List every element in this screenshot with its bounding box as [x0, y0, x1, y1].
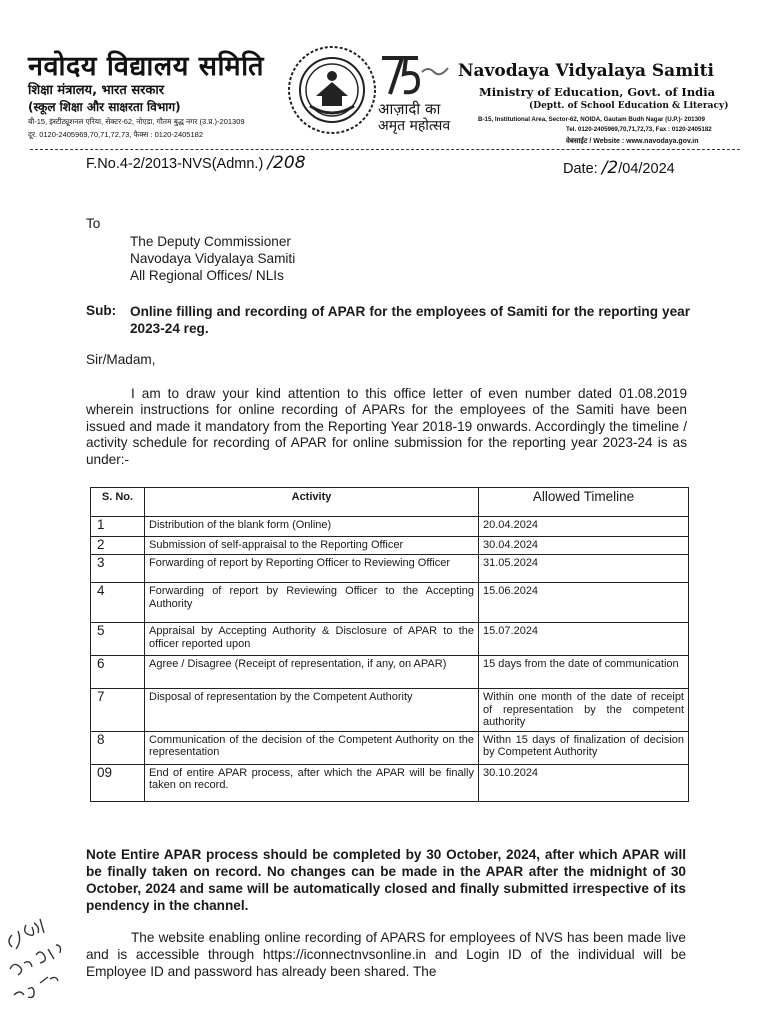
hindi-org-title: नवोदय विद्यालय समिति [28, 51, 265, 82]
nvs-emblem-icon [286, 44, 378, 136]
header-timeline: Allowed Timeline [479, 488, 689, 517]
table-row [91, 537, 689, 555]
azadi-ka-amrit-mahotsav-logo [378, 50, 458, 140]
row-sno: 3 [91, 555, 145, 583]
letter-date [563, 158, 675, 178]
azadi-line2: अमृत महोत्सव [378, 118, 451, 134]
row-sno: 4 [91, 583, 145, 623]
row-timeline: 15.06.2024 [479, 583, 689, 623]
row-sno: 09 [91, 764, 145, 801]
addressee-line2: Navodaya Vidyalaya Samiti [130, 251, 296, 266]
row-sno: 8 [91, 731, 145, 764]
table-header-row [91, 488, 689, 517]
file-number-text: F.No.4-2/2013-NVS(Admn.) [86, 156, 264, 172]
row-timeline: Within one month of the date of receipt of representation by the competent authority [479, 689, 689, 732]
subject-text: Online filling and recording of APAR for the employees of Samiti for the reporting year 2023-24 reg. [130, 304, 690, 336]
english-department: (Deptt. of School Education & Literacy) [529, 101, 729, 111]
table-row [91, 555, 689, 583]
row-activity: Agree / Disagree (Receipt of representation, if any, on APAR) [145, 656, 479, 689]
row-sno: 6 [91, 656, 145, 689]
intro-paragraph: I am to draw your kind attention to this office letter of even number dated 01.08.2019 wherein instructions for online recording of APARs for the employees of the Samiti have been issued and made it mandatory from the Reporting Year 2018-19 onwards. Accordingly the timeline / activity schedule for recording of APAR for online submission for the reporting year 2023-24 is as under:- [86, 386, 687, 467]
date-handwritten: /2 [601, 158, 619, 178]
table-row [91, 623, 689, 656]
row-activity: End of entire APAR process, after which the APAR will be finally taken on record. [145, 764, 479, 801]
date-suffix: /04/2024 [618, 161, 675, 177]
handwritten-annotation [0, 905, 80, 1020]
row-activity: Communication of the decision of the Competent Authority on the representation [145, 731, 479, 764]
row-activity: Forwarding of report by Reviewing Officer to the Accepting Authority [145, 583, 479, 623]
hindi-department: (स्कूल शिक्षा और साक्षरता विभाग) [28, 100, 181, 114]
row-activity: Forwarding of report by Reporting Officer to Reviewing Officer [145, 555, 479, 583]
row-activity: Distribution of the blank form (Online) [145, 517, 479, 537]
header-activity: Activity [145, 488, 479, 517]
english-address: B-15, Institutional Area, Sector-62, NOIDA, Gautam Budh Nagar (U.P.)- 201309 [478, 116, 705, 123]
table-row [91, 731, 689, 764]
header-sno: S. No. [91, 488, 145, 517]
row-sno: 7 [91, 689, 145, 732]
row-timeline: 31.05.2024 [479, 555, 689, 583]
date-prefix: Date: [563, 161, 598, 177]
row-timeline: Withn 15 days of finalization of decision by Competent Authority [479, 731, 689, 764]
salutation: Sir/Madam, [86, 352, 156, 367]
english-org-title: Navodaya Vidyalaya Samiti [458, 61, 714, 81]
row-timeline: 30.10.2024 [479, 764, 689, 801]
row-sno: 2 [91, 537, 145, 555]
to-label: To [86, 216, 101, 231]
row-activity: Appraisal by Accepting Authority & Disclosure of APAR to the officer reported upon [145, 623, 479, 656]
addressee-line1: The Deputy Commissioner [130, 234, 291, 249]
table-row [91, 583, 689, 623]
row-activity: Submission of self-appraisal to the Reporting Officer [145, 537, 479, 555]
hindi-address: बी-15, इंस्टीट्यूशनल एरिया, सेक्टर-62, नोएडा, गौतम बुद्ध नगर (उ.प्र.)-201309 [28, 117, 245, 126]
row-timeline: 15 days from the date of communication [479, 656, 689, 689]
row-timeline: 15.07.2024 [479, 623, 689, 656]
table-row [91, 689, 689, 732]
file-number-handwritten: /208 [267, 153, 306, 173]
table-row [91, 656, 689, 689]
english-telephone: Tel. 0120-2405969,70,71,72,73, Fax : 0120-2405182 [566, 126, 712, 133]
english-ministry: Ministry of Education, Govt. of India [479, 85, 716, 99]
azadi-line1: आज़ादी का [378, 100, 441, 118]
hindi-ministry: शिक्षा मंत्रालय, भारत सरकार [28, 83, 165, 98]
website-paragraph: The website enabling online recording of APARS for employees of NVS has been made live and is accessible through https://iconnectnvsonline.in and Login ID of the individual will be Employee ID and password has already been shared. The [86, 930, 686, 979]
letterhead-divider [30, 149, 740, 150]
row-activity: Disposal of representation by the Competent Authority [145, 689, 479, 732]
apar-schedule-table [90, 487, 689, 802]
hindi-phone: दूर. 0120-2405969,70,71,72,73, फैक्स : 0120-2405182 [28, 130, 203, 139]
row-timeline: 20.04.2024 [479, 517, 689, 537]
row-sno: 5 [91, 623, 145, 656]
addressee-line3: All Regional Offices/ NLIs [130, 268, 284, 283]
file-number [86, 153, 306, 173]
table-row [91, 764, 689, 801]
subject-label: Sub: [86, 303, 117, 318]
note-paragraph: Note Entire APAR process should be completed by 30 October, 2024, after which APAR will be finally taken on record. No changes can be made in the APAR after the midnight of 30 October, 2024 and same will be automatically closed and finally submitted irrespective of its pendency in the channel. [86, 847, 686, 913]
table-row [91, 517, 689, 537]
row-timeline: 30.04.2024 [479, 537, 689, 555]
row-sno: 1 [91, 517, 145, 537]
website: वेबसाईट / Website : www.navodaya.gov.in [566, 138, 699, 145]
mahotsav-75-icon [378, 50, 458, 100]
